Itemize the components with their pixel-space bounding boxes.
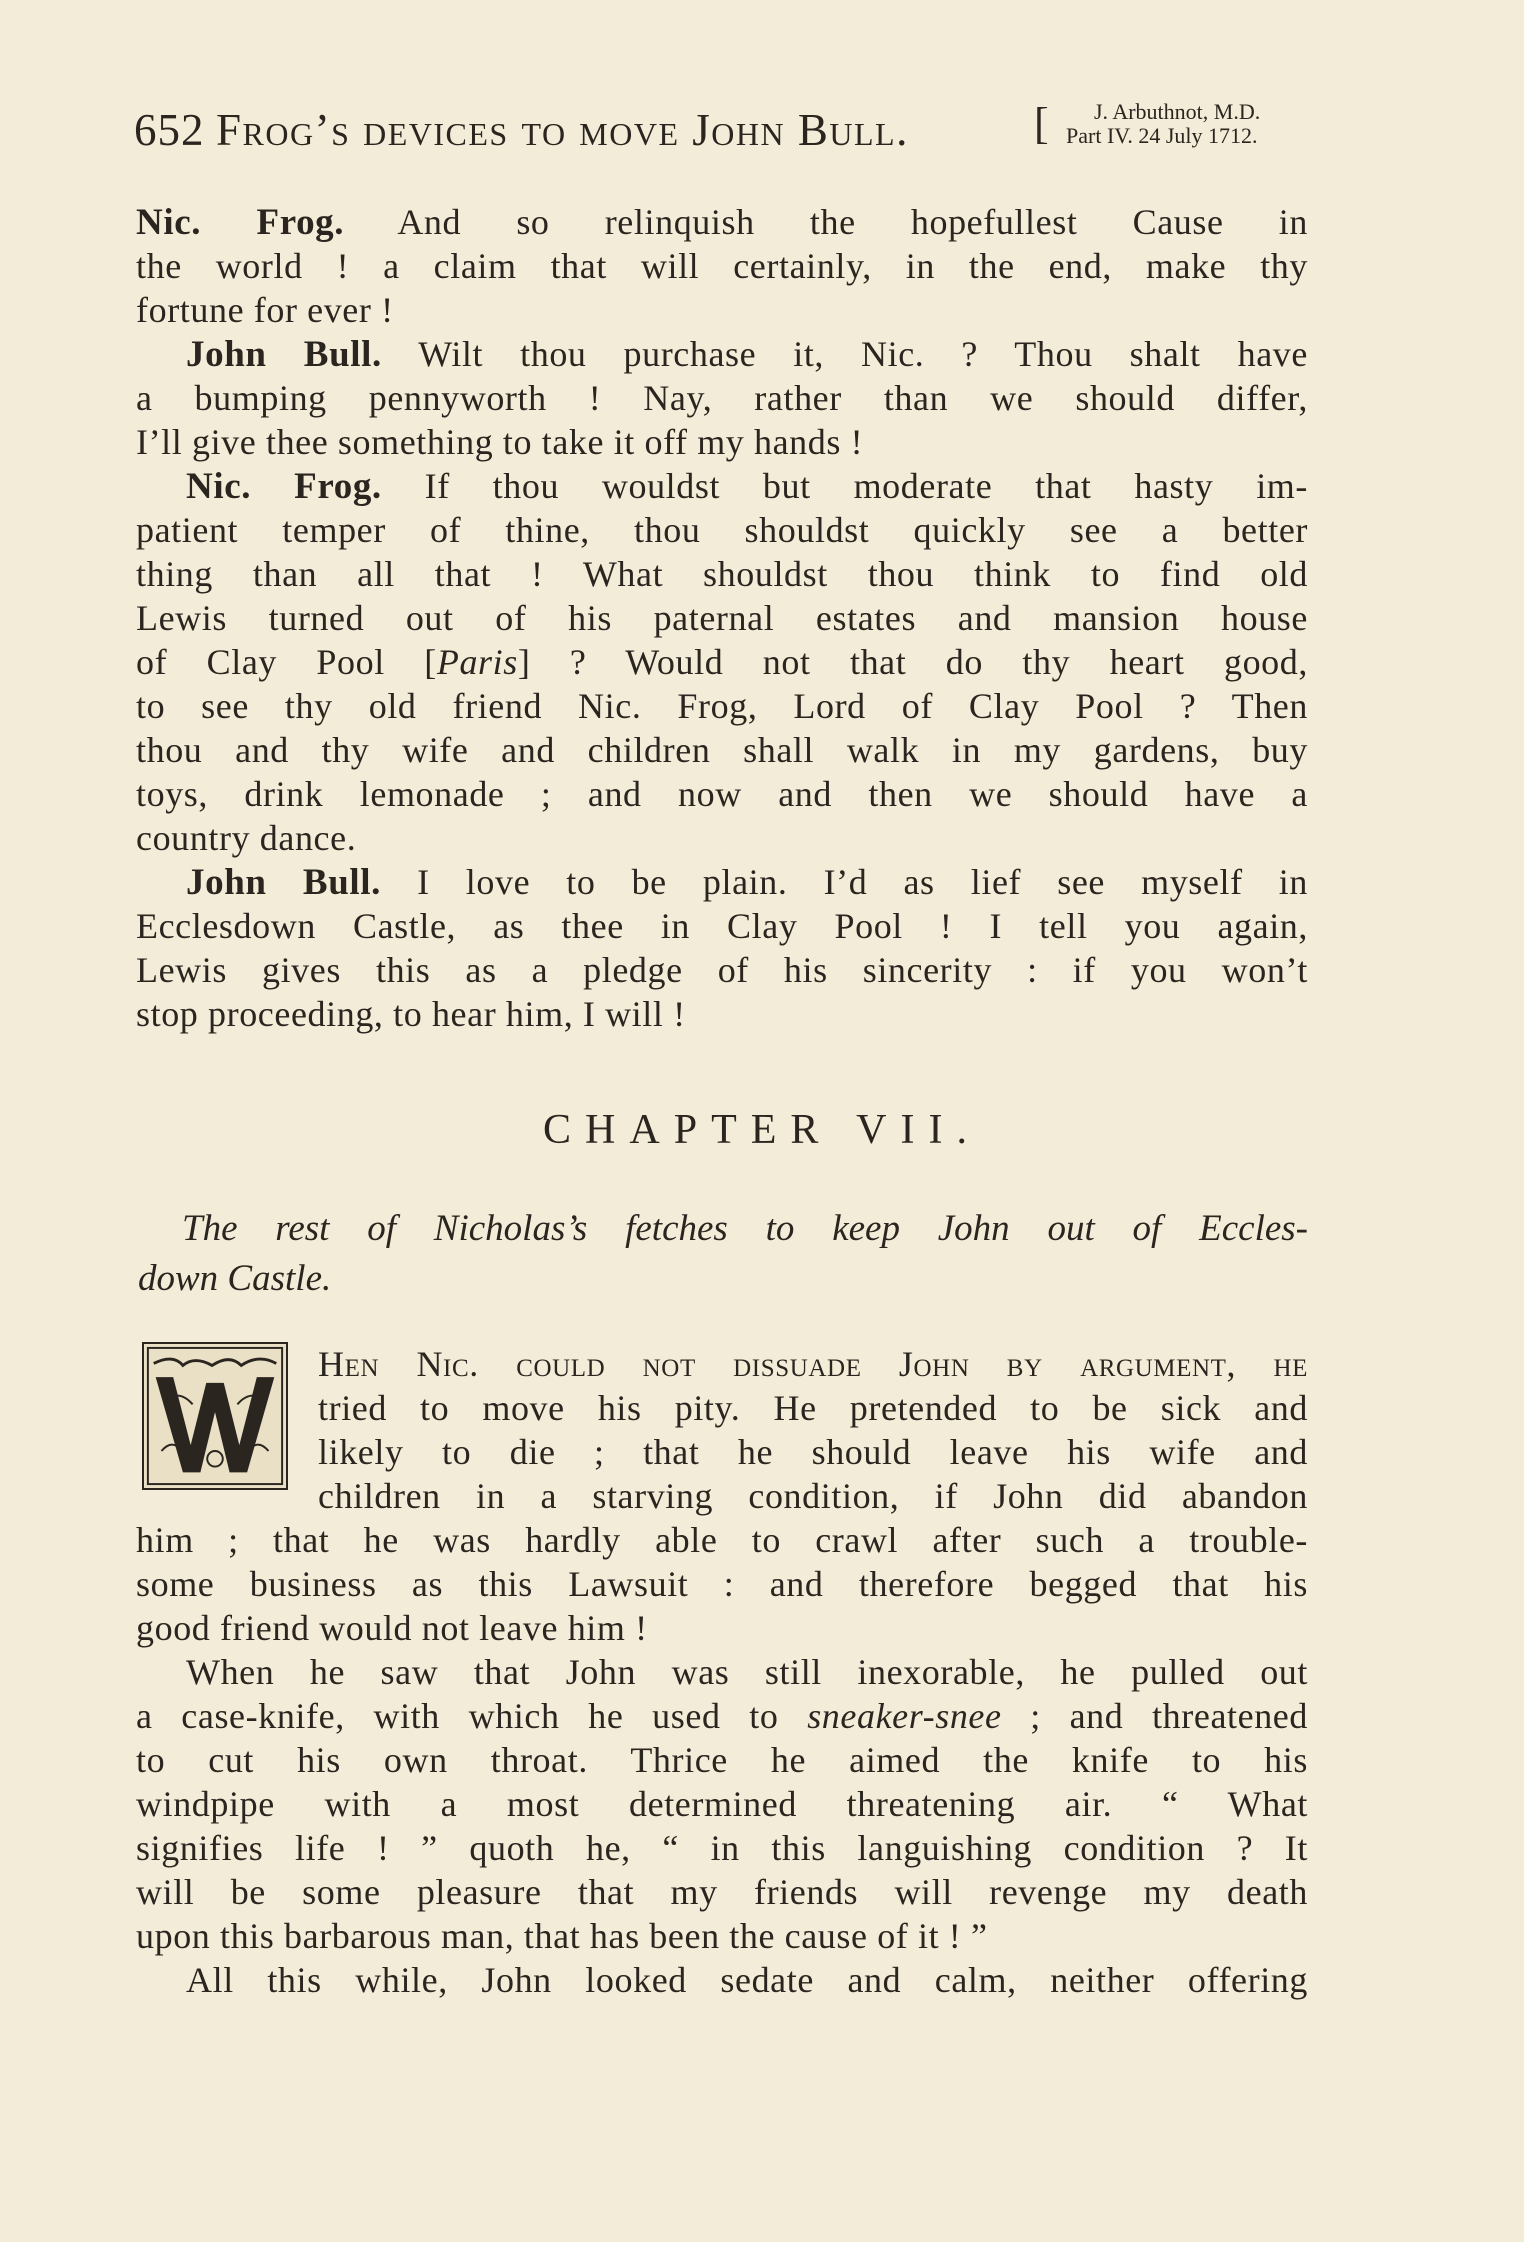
text-line: thing than all that ! What shouldst thou think to find old: [136, 554, 1308, 594]
text-line: [136, 1694, 1308, 1738]
text-line: Lewis gives this as a pledge of his sincerity : if you won’t: [136, 950, 1308, 990]
text-line: I’ll give thee something to take it off my hands !: [136, 422, 864, 462]
subtitle-line: down Castle.: [138, 1258, 332, 1299]
paragraph-indented: [318, 1342, 1308, 1518]
text-line: When he saw that John was still inexorable, he pulled out: [186, 1652, 1308, 1692]
running-title: Frog’s devices to move John Bull.: [216, 105, 909, 155]
text-line: thou and thy wife and children shall walk in my gardens, buy: [136, 730, 1308, 770]
text-line: [136, 332, 1308, 376]
line-text: ; and threatened: [1001, 1696, 1308, 1736]
text-line: to see thy old friend Nic. Frog, Lord of Clay Pool ? Then: [136, 686, 1308, 726]
text-line: toys, drink lemonade ; and now and then we should have a: [136, 774, 1308, 814]
text-line: Lewis turned out of his paternal estates and mansion house: [136, 598, 1308, 638]
header-author: J. Arbuthnot, M.D.: [1094, 99, 1261, 124]
text-line: [136, 860, 1308, 904]
speaker-name: John Bull.: [186, 862, 381, 903]
speaker-name: Nic. Frog.: [136, 202, 345, 243]
text-line: [136, 640, 1308, 684]
text-line: [136, 464, 1308, 508]
text-line: a bumping pennyworth ! Nay, rather than we should differ,: [136, 378, 1308, 418]
text-line: will be some pleasure that my friends will revenge my death: [136, 1872, 1308, 1912]
text-line: windpipe with a most determined threatening air. “ What: [136, 1784, 1308, 1824]
text-line: good friend would not leave him !: [136, 1608, 648, 1648]
italic-text: sneaker-snee: [807, 1696, 1002, 1736]
text-line: children in a starving condition, if John did abandon: [318, 1476, 1308, 1516]
chapter-heading: CHAPTER VII.: [543, 1107, 981, 1153]
text-line: Ecclesdown Castle, as thee in Clay Pool ! I tell you again,: [136, 906, 1308, 946]
line-text: And so relinquish the hopefullest Cause in: [344, 202, 1308, 242]
text-line: fortune for ever !: [136, 290, 394, 330]
chapter-subtitle: [138, 1204, 1308, 1304]
drop-cap-ornament: [142, 1342, 288, 1490]
subtitle-line: The rest of Nicholas’s fetches to keep John out of Eccles-: [182, 1208, 1308, 1249]
line-text: If thou wouldst but moderate that hasty im-: [381, 466, 1308, 506]
text-line: the world ! a claim that will certainly, in the end, make thy: [136, 246, 1308, 286]
italic-text: Paris: [436, 642, 518, 682]
text-line: likely to die ; that he should leave his wife and: [318, 1432, 1308, 1472]
drop-cap-w-icon: [144, 1344, 286, 1488]
line-text: of Clay Pool [: [136, 642, 437, 682]
dialogue-section: [136, 200, 1308, 1036]
speaker-name: Nic. Frog.: [186, 466, 382, 507]
line-text: Wilt thou purchase it, Nic. ? Thou shalt have: [381, 334, 1308, 374]
text-line: signifies life ! ” quoth he, “ in this languishing condition ? It: [136, 1828, 1308, 1868]
text-line: Hen Nic. could not dissuade John by argument, he: [318, 1344, 1308, 1384]
speaker-name: John Bull.: [186, 334, 382, 375]
text-line: stop proceeding, to hear him, I will !: [136, 994, 686, 1034]
header-date: Part IV. 24 July 1712.: [1066, 123, 1258, 148]
text-line: some business as this Lawsuit : and therefore begged that his: [136, 1564, 1308, 1604]
text-line: upon this barbarous man, that has been the cause of it ! ”: [136, 1916, 988, 1956]
line-text: ] ? Would not that do thy heart good,: [517, 642, 1308, 682]
line-text: a case-knife, with which he used to: [136, 1696, 808, 1736]
text-line: to cut his own throat. Thrice he aimed the knife to his: [136, 1740, 1308, 1780]
page-number: 652: [134, 105, 205, 155]
line-text: I love to be plain. I’d as lief see myself in: [380, 862, 1308, 902]
text-line: patient temper of thine, thou shouldst quickly see a better: [136, 510, 1308, 550]
header-bracket: [: [1034, 99, 1049, 148]
text-line: him ; that he was hardly able to crawl after such a trouble-: [136, 1520, 1308, 1560]
text-line: All this while, John looked sedate and calm, neither offering: [186, 1960, 1308, 2000]
narrative-section: [136, 1518, 1308, 2002]
text-line: tried to move his pity. He pretended to be sick and: [318, 1388, 1308, 1428]
text-line: [136, 200, 1308, 244]
text-line: country dance.: [136, 818, 357, 858]
page-header: [134, 100, 1334, 170]
